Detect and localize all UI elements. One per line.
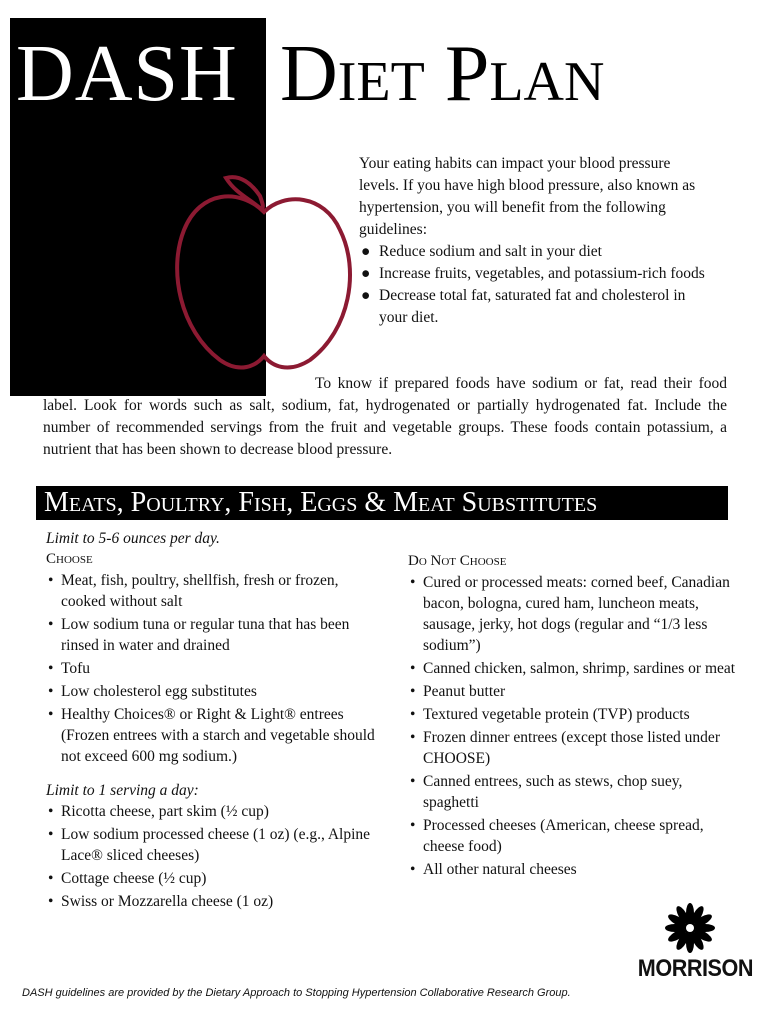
list-item: • Frozen dinner entrees (except those listed under CHOOSE) (408, 727, 738, 769)
title-diet-plan: Diet Plan (280, 30, 605, 118)
do-not-choose-column (408, 551, 738, 882)
morrison-logo-text: MORRISON (637, 955, 753, 982)
list-item: • Peanut butter (408, 681, 738, 702)
intro-bullet-item: ● Decrease total fat, saturated fat and cholesterol in your diet. (361, 287, 686, 326)
list-item: • Meat, fish, poultry, shellfish, fresh or frozen, cooked without salt (46, 570, 386, 612)
list-item: • Swiss or Mozzarella cheese (1 oz) (46, 891, 386, 912)
list-item: • Canned chicken, salmon, shrimp, sardines or meat (408, 658, 738, 679)
section-banner: Meats, Poultry, Fish, Eggs & Meat Substitutes (36, 486, 728, 520)
intro-bullet-list (359, 241, 709, 329)
list-item: • Processed cheeses (American, cheese spread, cheese food) (408, 815, 738, 857)
list-item: • Canned entrees, such as stews, chop suey, spaghetti (408, 771, 738, 813)
apple-icon (160, 160, 360, 380)
intro-block (359, 153, 709, 329)
limit-serving-note: Limit to 1 serving a day: (46, 782, 199, 799)
do-not-choose-heading: Do Not Choose (408, 553, 507, 569)
limit-per-day-note: Limit to 5-6 ounces per day. (46, 530, 220, 547)
list-item: • Textured vegetable protein (TVP) products (408, 704, 738, 725)
choose-list (46, 570, 386, 767)
list-item: • Ricotta cheese, part skim (½ cup) (46, 801, 386, 822)
footer-credit: DASH guidelines are provided by the Dietary Approach to Stopping Hypertension Collaborative Research Group. (22, 987, 571, 999)
choose-column (46, 528, 386, 769)
title-dash: DASH (16, 30, 238, 118)
list-item: • Cured or processed meats: corned beef, Canadian bacon, bologna, cured ham, luncheon meats, sausage, jerky, hot dogs (regular and “1/3 less sodium”) (408, 572, 738, 656)
limited-column (46, 780, 386, 914)
intro-bullet-item: ● Increase fruits, vegetables, and potassium-rich foods (361, 265, 705, 282)
list-item: • Tofu (46, 658, 386, 679)
list-item: • All other natural cheeses (408, 859, 738, 880)
do-not-choose-list (408, 572, 738, 880)
list-item: • Low sodium processed cheese (1 oz) (e.g., Alpine Lace® sliced cheeses) (46, 824, 386, 866)
list-item: • Low sodium tuna or regular tuna that has been rinsed in water and drained (46, 614, 386, 656)
intro-text: Your eating habits can impact your blood pressure levels. If you have high blood pressure, also known as hypertension, you will benefit from the following guidelines: (359, 155, 696, 238)
choose-heading: Choose (46, 551, 93, 567)
limited-list (46, 801, 386, 912)
list-item: • Healthy Choices® or Right & Light® entrees (Frozen entrees with a starch and vegetable should not exceed 600 mg sodium.) (46, 704, 386, 767)
list-item: • Cottage cheese (½ cup) (46, 868, 386, 889)
list-item: • Low cholesterol egg substitutes (46, 681, 386, 702)
intro-bullet-item: ● Reduce sodium and salt in your diet (361, 243, 602, 260)
food-label-paragraph: To know if prepared foods have sodium or fat, read their food label. Look for words such as salt, sodium, fat, hydrogenated or partially hydrogenated fat. Include the number of recommended servings from the fruit and vegetable groups. These foods contain potassium, a nutrient that has been shown to decrease blood pressure. (43, 375, 727, 458)
